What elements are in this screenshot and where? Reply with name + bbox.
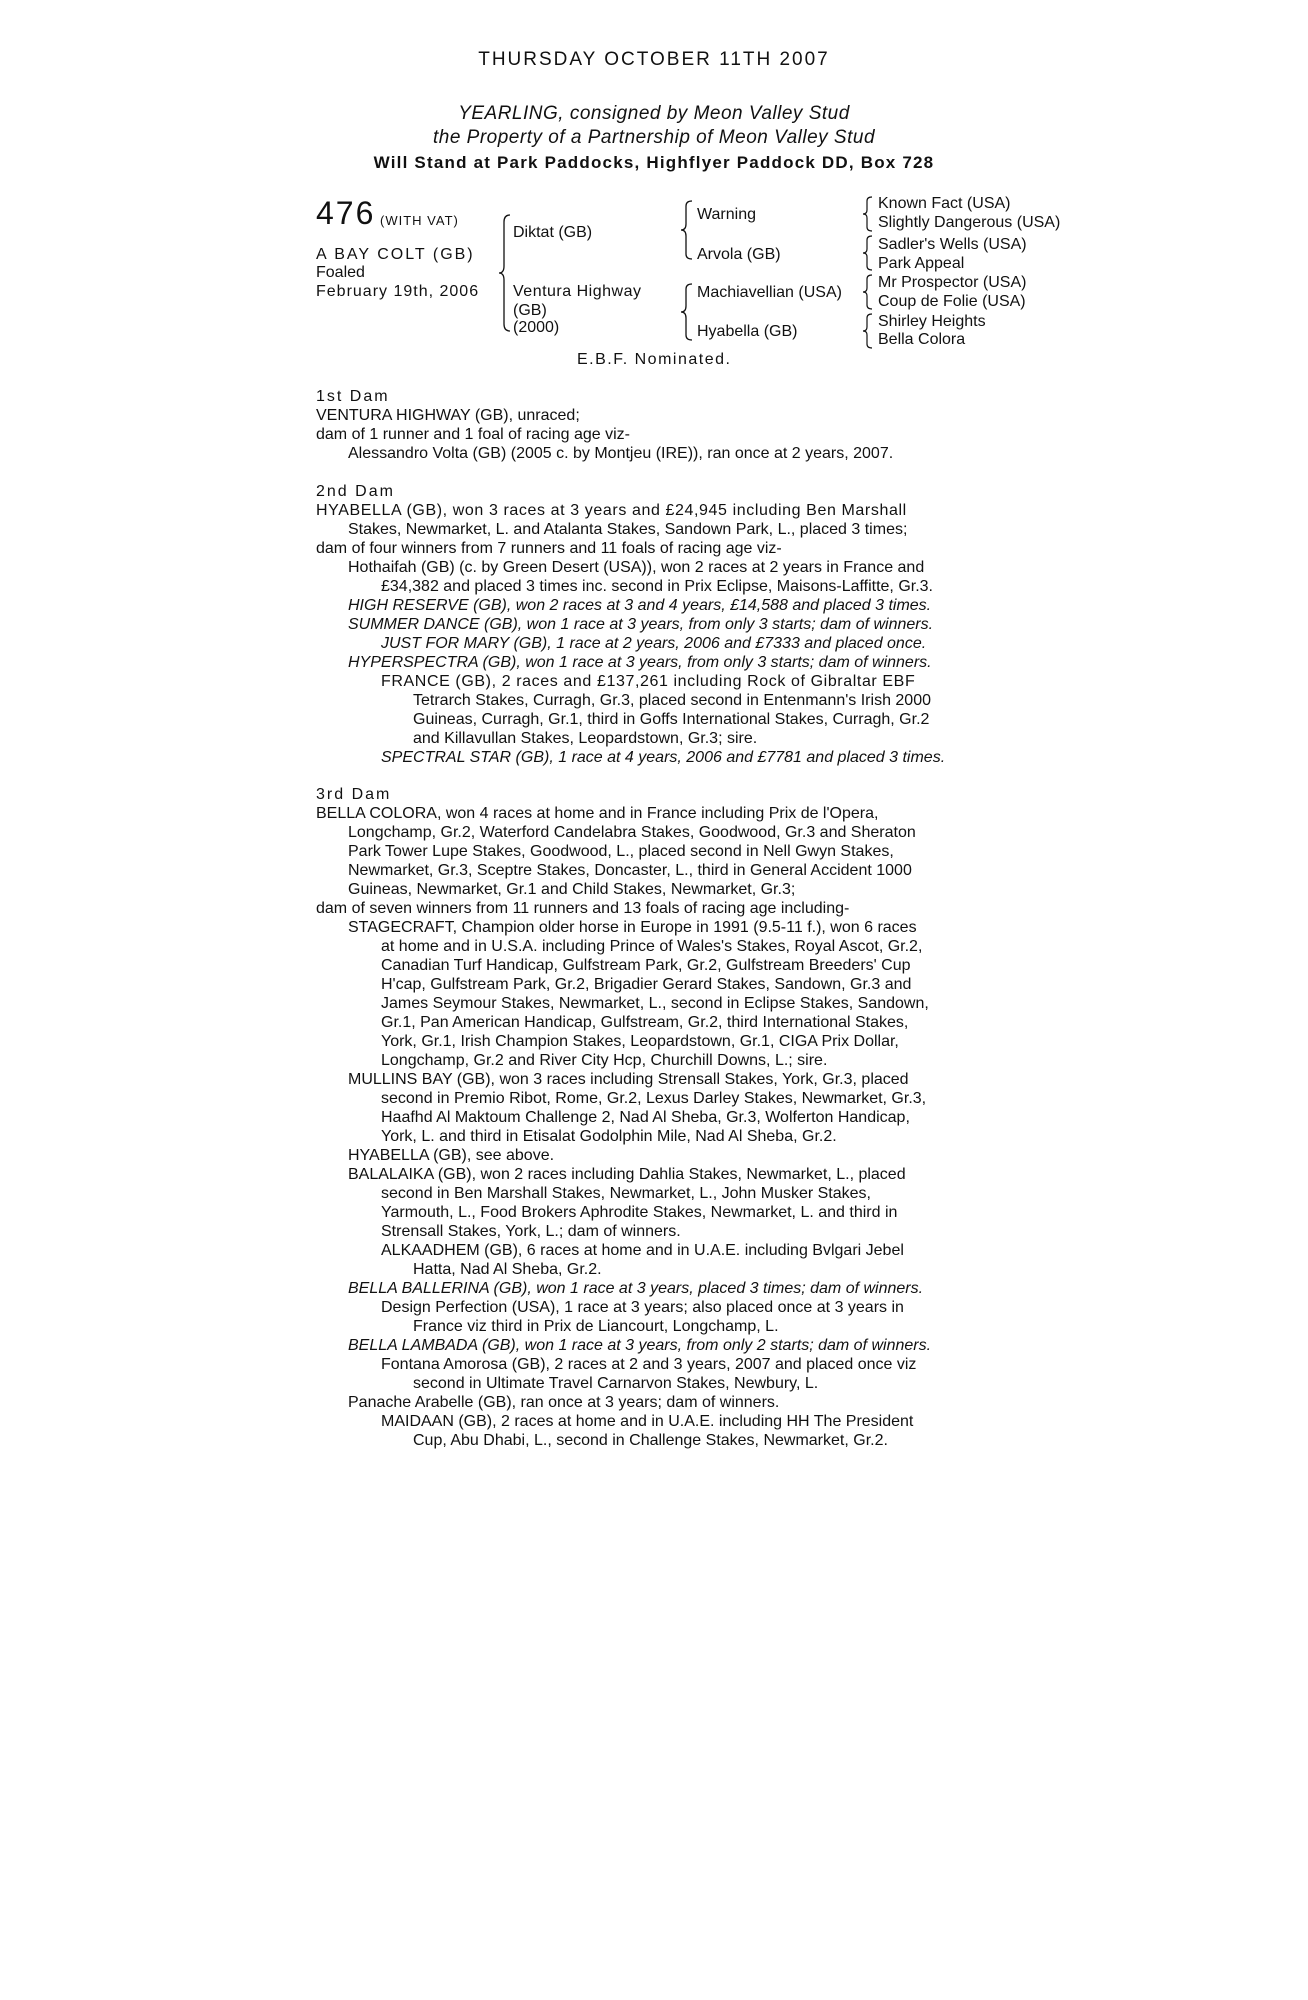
- third-dam-line: Guineas, Newmarket, Gr.1 and Child Stakes, Newmarket, Gr.3;: [348, 881, 796, 898]
- third-dam-line: ALKAADHEM (GB), 6 races at home and in U.A.E. including Bvlgari Jebel: [381, 1242, 904, 1259]
- third-dam-line: Hatta, Nad Al Sheba, Gr.2.: [413, 1261, 602, 1278]
- second-dam-line: and Killavullan Stakes, Leopardstown, Gr.3; sire.: [413, 730, 758, 747]
- first-dam-line: Alessandro Volta (GB) (2005 c. by Montjeu (IRE)), ran once at 2 years, 2007.: [348, 445, 894, 462]
- third-dam-line: York, L. and third in Etisalat Godolphin Mile, Nad Al Sheba, Gr.2.: [381, 1128, 837, 1145]
- third-dam-line: H'cap, Gulfstream Park, Gr.2, Brigadier Gerard Stakes, Sandown, Gr.3 and: [381, 976, 912, 993]
- ebf-nominated: E.B.F. Nominated.: [577, 351, 732, 368]
- pedigree-sire-dam: Arvola (GB): [697, 246, 781, 263]
- pedigree-brace-gg2: [862, 235, 874, 271]
- third-dam-line: BELLA LAMBADA (GB), won 1 race at 3 years, from only 2 starts; dam of winners.: [348, 1337, 932, 1354]
- pedigree-dam-line3: (2000): [513, 319, 560, 336]
- second-dam-line: Tetrarch Stakes, Curragh, Gr.3, placed second in Entenmann's Irish 2000: [413, 692, 931, 709]
- third-dam-line: Longchamp, Gr.2, Waterford Candelabra Stakes, Goodwood, Gr.3 and Sheraton: [348, 824, 916, 841]
- pedigree-dam-line1: Ventura Highway: [513, 283, 642, 300]
- second-dam-line: £34,382 and placed 3 times inc. second in Prix Eclipse, Maisons-Laffitte, Gr.3.: [381, 578, 933, 595]
- pedigree-gg-1a: Known Fact (USA): [878, 195, 1011, 212]
- third-dam-line: dam of seven winners from 11 runners and 13 foals of racing age including-: [316, 900, 850, 917]
- pedigree-gg-2a: Sadler's Wells (USA): [878, 236, 1027, 253]
- second-dam-line: HYPERSPECTRA (GB), won 1 race at 3 years, from only 3 starts; dam of winners.: [348, 654, 932, 671]
- pedigree-brace-main: [498, 214, 512, 332]
- vat-note: (WITH VAT): [380, 213, 459, 228]
- second-dam-line: dam of four winners from 7 runners and 11 foals of racing age viz-: [316, 540, 782, 557]
- pedigree-gg-4a: Shirley Heights: [878, 313, 986, 330]
- third-dam-line: Longchamp, Gr.2 and River City Hcp, Churchill Downs, L.; sire.: [381, 1052, 828, 1069]
- pedigree-brace-gg3: [862, 274, 874, 310]
- second-dam-line: SUMMER DANCE (GB), won 1 race at 3 years, from only 3 starts; dam of winners.: [348, 616, 934, 633]
- foaled-date: February 19th, 2006: [316, 283, 480, 300]
- pedigree-brace-dam: [680, 283, 694, 341]
- third-dam-line: Canadian Turf Handicap, Gulfstream Park, Gr.2, Gulfstream Breeders' Cup: [381, 957, 911, 974]
- third-dam-line: MULLINS BAY (GB), won 3 races including Strensall Stakes, York, Gr.3, placed: [348, 1071, 909, 1088]
- third-dam-line: at home and in U.S.A. including Prince of Wales's Stakes, Royal Ascot, Gr.2,: [381, 938, 923, 955]
- third-dam-line: James Seymour Stakes, Newmarket, L., second in Eclipse Stakes, Sandown,: [381, 995, 929, 1012]
- pedigree-gg-2b: Park Appeal: [878, 255, 965, 272]
- lot-number: 476: [316, 195, 376, 231]
- consignment-line-2: the Property of a Partnership of Meon Valley Stud: [432, 127, 876, 148]
- third-dam-line: Newmarket, Gr.3, Sceptre Stakes, Doncaster, L., third in General Accident 1000: [348, 862, 912, 879]
- third-dam-line: STAGECRAFT, Champion older horse in Europe in 1991 (9.5-11 f.), won 6 races: [348, 919, 917, 936]
- third-dam-line: BELLA BALLERINA (GB), won 1 race at 3 years, placed 3 times; dam of winners.: [348, 1280, 924, 1297]
- third-dam-line: York, Gr.1, Irish Champion Stakes, Leopardstown, Gr.1, CIGA Prix Dollar,: [381, 1033, 899, 1050]
- pedigree-gg-3a: Mr Prospector (USA): [878, 274, 1027, 291]
- first-dam-heading: 1st Dam: [316, 388, 390, 405]
- pedigree-dam-sire: Machiavellian (USA): [697, 284, 842, 301]
- second-dam-line: Hothaifah (GB) (c. by Green Desert (USA)), won 2 races at 2 years in France and: [348, 559, 925, 576]
- third-dam-line: Haafhd Al Maktoum Challenge 2, Nad Al Sheba, Gr.3, Wolferton Handicap,: [381, 1109, 910, 1126]
- pedigree-brace-sire: [680, 200, 694, 260]
- lot-description: A BAY COLT (GB): [316, 246, 475, 263]
- third-dam-line: HYABELLA (GB), see above.: [348, 1147, 555, 1164]
- second-dam-line: SPECTRAL STAR (GB), 1 race at 4 years, 2006 and £7781 and placed 3 times.: [381, 749, 946, 766]
- second-dam-section: [316, 482, 996, 767]
- pedigree-gg-3b: Coup de Folie (USA): [878, 293, 1026, 310]
- third-dam-line: Yarmouth, L., Food Brokers Aphrodite Stakes, Newmarket, L. and third in: [381, 1204, 898, 1221]
- third-dam-heading: 3rd Dam: [316, 786, 392, 803]
- consignment-line-1: YEARLING, consigned by Meon Valley Stud: [458, 103, 850, 124]
- foaled-label: Foaled: [316, 264, 365, 281]
- third-dam-line: Fontana Amorosa (GB), 2 races at 2 and 3 years, 2007 and placed once viz: [381, 1356, 917, 1373]
- first-dam-line: VENTURA HIGHWAY (GB), unraced;: [316, 407, 580, 424]
- pedigree-dam-line2: (GB): [513, 302, 547, 319]
- third-dam-line: Panache Arabelle (GB), ran once at 3 years; dam of winners.: [348, 1394, 780, 1411]
- pedigree-sire-sire: Warning: [697, 206, 756, 223]
- first-dam-section: [316, 387, 996, 463]
- second-dam-line: JUST FOR MARY (GB), 1 race at 2 years, 2006 and £7333 and placed once.: [381, 635, 927, 652]
- stand-location: Will Stand at Park Paddocks, Highflyer Paddock DD, Box 728: [373, 153, 935, 172]
- pedigree-gg-1b: Slightly Dangerous (USA): [878, 214, 1061, 231]
- sale-date: THURSDAY OCTOBER 11TH 2007: [478, 49, 830, 70]
- third-dam-line: Strensall Stakes, York, L.; dam of winners.: [381, 1223, 681, 1240]
- pedigree-gg-4b: Bella Colora: [878, 331, 966, 348]
- second-dam-line: FRANCE (GB), 2 races and £137,261 including Rock of Gibraltar EBF: [381, 673, 916, 690]
- pedigree-dam-dam: Hyabella (GB): [697, 323, 798, 340]
- first-dam-line: dam of 1 runner and 1 foal of racing age viz-: [316, 426, 630, 443]
- third-dam-line: Gr.1, Pan American Handicap, Gulfstream, Gr.2, third International Stakes,: [381, 1014, 909, 1031]
- third-dam-section: [316, 785, 996, 1450]
- third-dam-line: Design Perfection (USA), 1 race at 3 years; also placed once at 3 years in: [381, 1299, 904, 1316]
- third-dam-line: BALALAIKA (GB), won 2 races including Dahlia Stakes, Newmarket, L., placed: [348, 1166, 906, 1183]
- third-dam-line: second in Ultimate Travel Carnarvon Stakes, Newbury, L.: [413, 1375, 819, 1392]
- third-dam-line: Cup, Abu Dhabi, L., second in Challenge Stakes, Newmarket, Gr.2.: [413, 1432, 888, 1449]
- third-dam-line: France viz third in Prix de Liancourt, Longchamp, L.: [413, 1318, 779, 1335]
- third-dam-line: Park Tower Lupe Stakes, Goodwood, L., placed second in Nell Gwyn Stakes,: [348, 843, 894, 860]
- third-dam-line: second in Ben Marshall Stakes, Newmarket, L., John Musker Stakes,: [381, 1185, 871, 1202]
- pedigree-brace-gg1: [862, 196, 874, 232]
- second-dam-line: Guineas, Curragh, Gr.1, third in Goffs International Stakes, Curragh, Gr.2: [413, 711, 930, 728]
- second-dam-line: Stakes, Newmarket, L. and Atalanta Stakes, Sandown Park, L., placed 3 times;: [348, 521, 908, 538]
- second-dam-line: HIGH RESERVE (GB), won 2 races at 3 and 4 years, £14,588 and placed 3 times.: [348, 597, 932, 614]
- third-dam-line: MAIDAAN (GB), 2 races at home and in U.A.E. including HH The President: [381, 1413, 914, 1430]
- pedigree-brace-gg4: [862, 313, 874, 349]
- pedigree-sire: Diktat (GB): [513, 224, 593, 241]
- second-dam-heading: 2nd Dam: [316, 483, 395, 500]
- third-dam-line: BELLA COLORA, won 4 races at home and in France including Prix de l'Opera,: [316, 805, 879, 822]
- second-dam-line: HYABELLA (GB), won 3 races at 3 years and £24,945 including Ben Marshall: [316, 502, 907, 519]
- third-dam-line: second in Premio Ribot, Rome, Gr.2, Lexus Darley Stakes, Newmarket, Gr.3,: [381, 1090, 927, 1107]
